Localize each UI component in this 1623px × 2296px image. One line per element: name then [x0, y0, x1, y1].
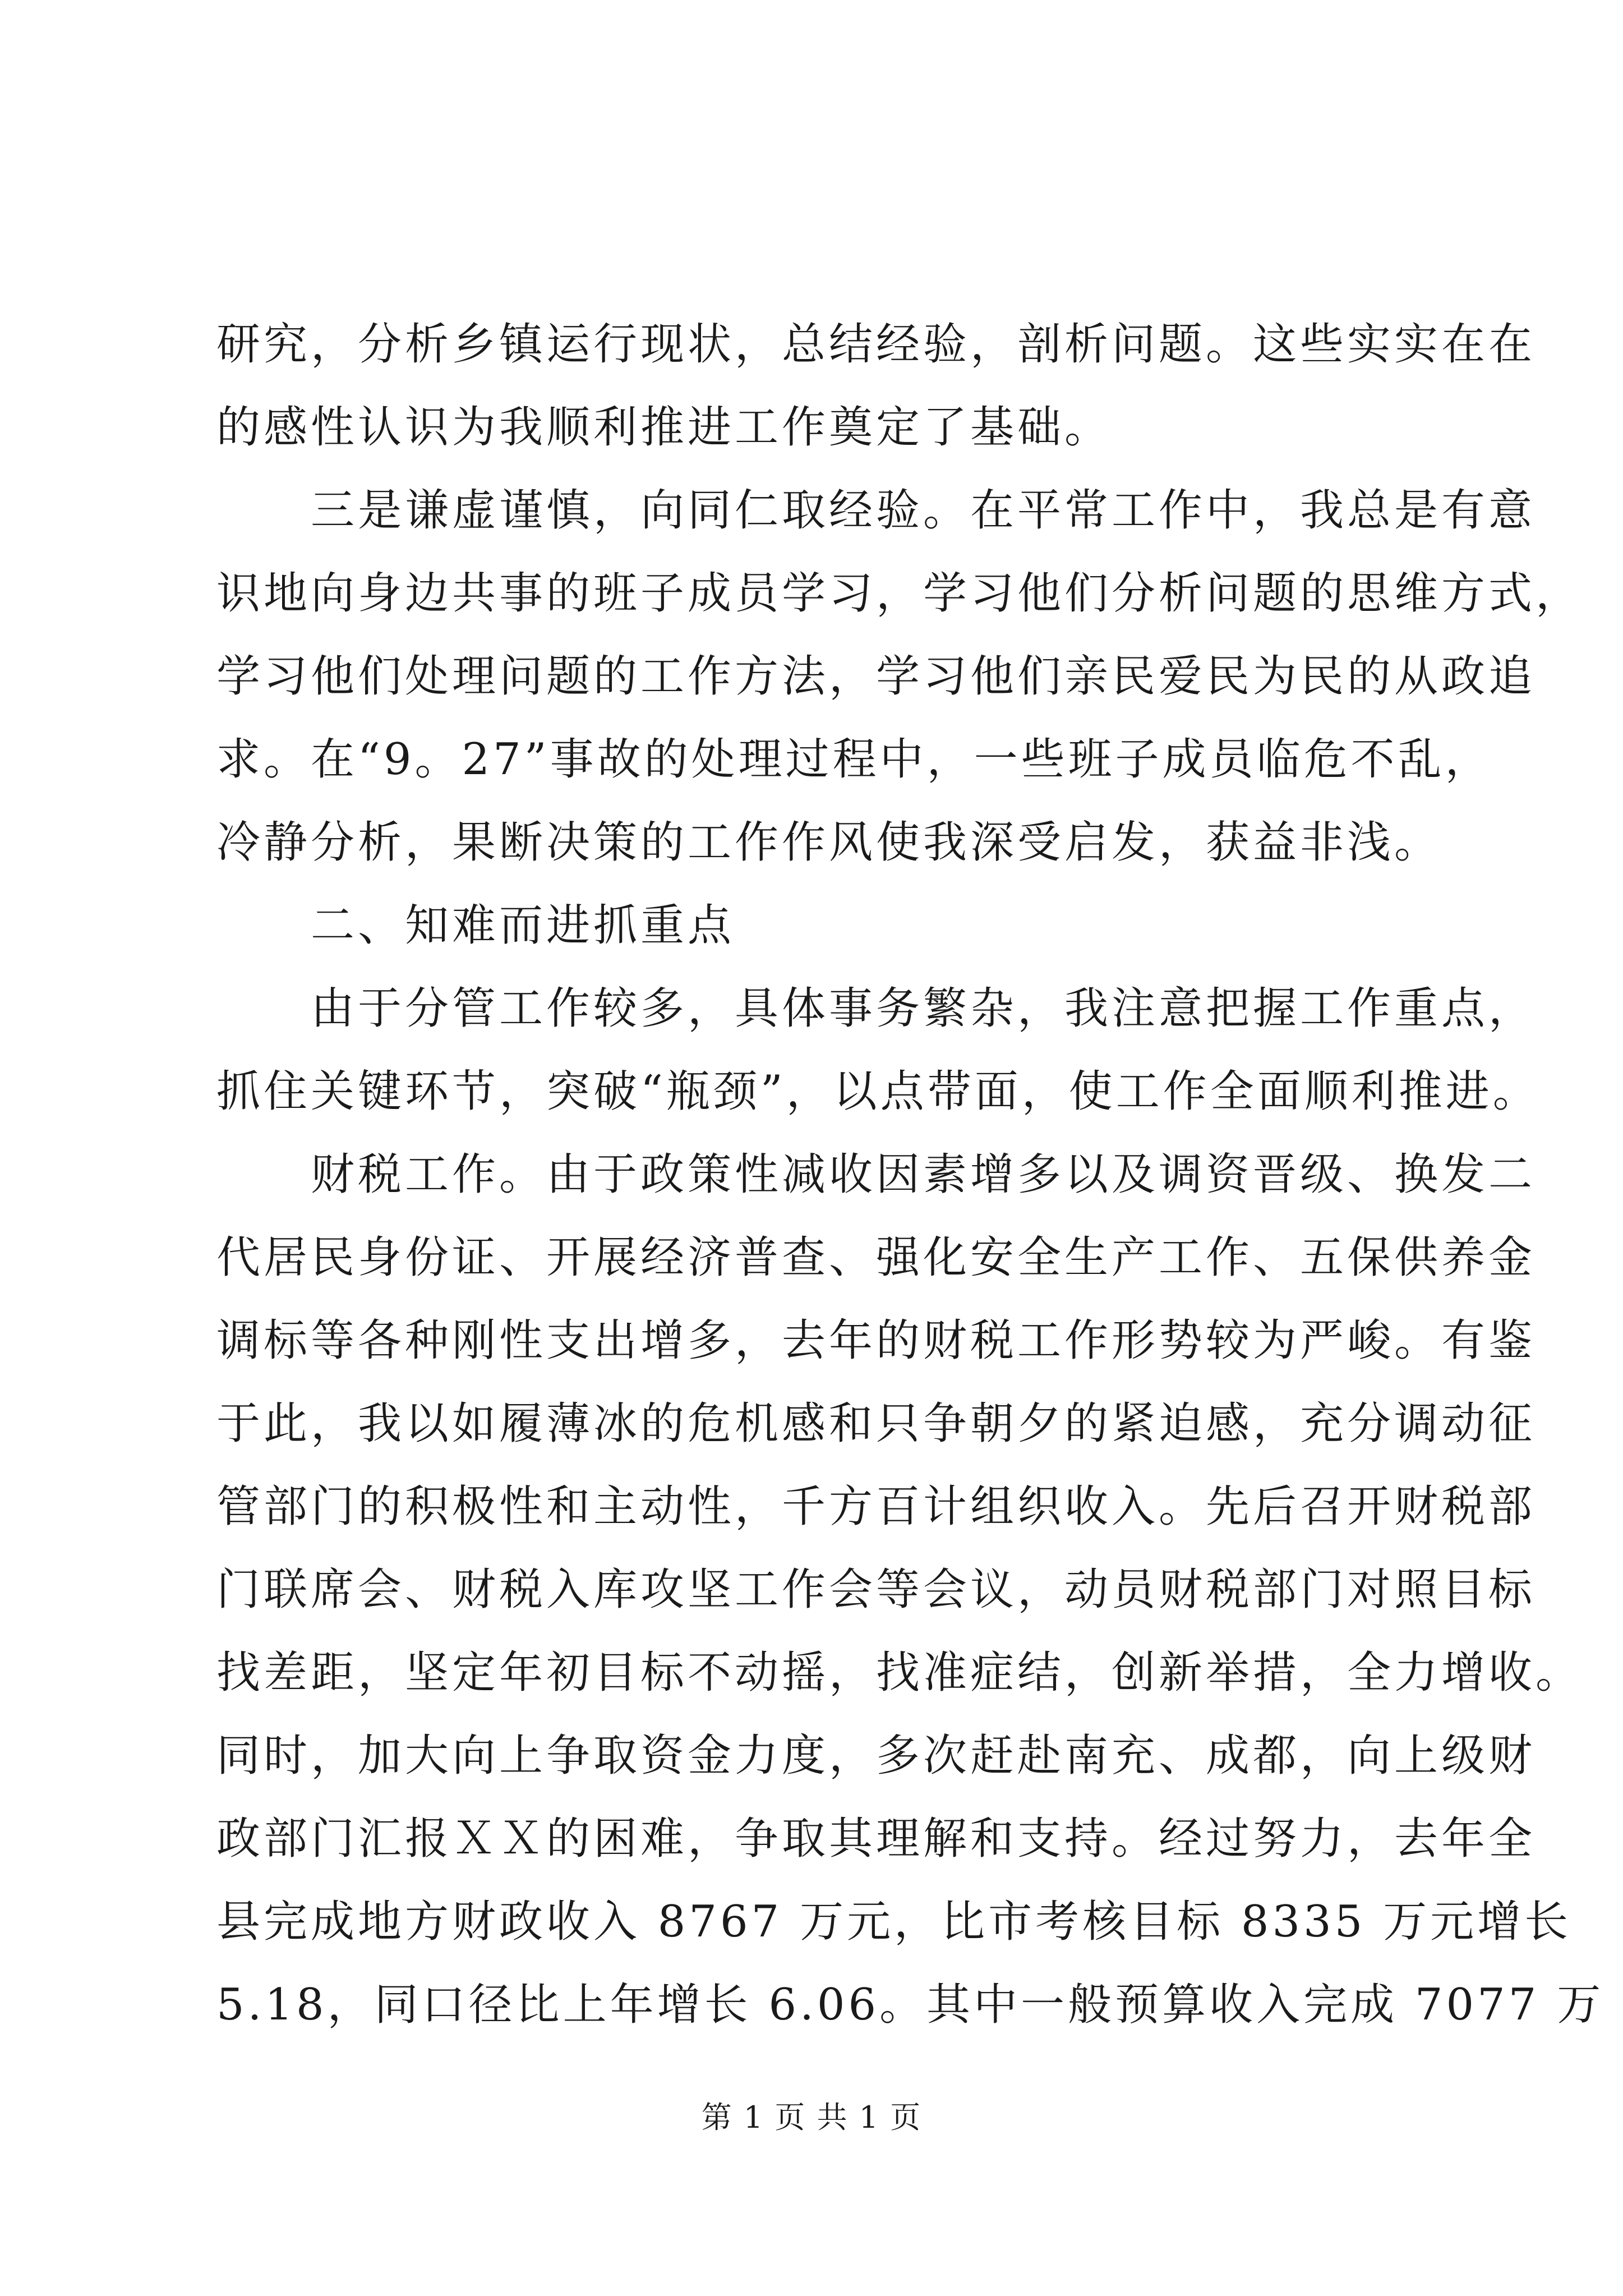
paragraph-start-line: 财税工作。由于政策性减收因素增多以及调资晋级、换发二	[311, 1149, 1536, 1200]
text-line: 学习他们处理问题的工作方法，学习他们亲民爱民为民的从政追	[216, 651, 1536, 702]
text-line: 识地向身边共事的班子成员学习，学习他们分析问题的思维方式，	[216, 568, 1583, 619]
text-line: 研究，分析乡镇运行现状，总结经验，剖析问题。这些实实在在	[216, 319, 1536, 370]
text-line: 门联席会、财税入库攻坚工作会等会议，动员财税部门对照目标	[216, 1565, 1536, 1615]
text-line: 政部门汇报ＸＸ的困难，争取其理解和支持。经过努力，去年全	[216, 1814, 1536, 1864]
body-text	[216, 303, 1604, 2046]
text-line: 同时，加大向上争取资金力度，多次赶赴南充、成都，向上级财	[216, 1731, 1536, 1781]
section-heading: 二、知难而进抓重点	[311, 900, 735, 951]
text-line: 冷静分析，果断决策的工作作风使我深受启发，获益非浅。	[216, 817, 1442, 868]
text-line: 县完成地方财政收入 8767 万元，比市考核目标 8335 万元增长	[216, 1897, 1572, 1947]
paragraph-start-line: 三是谦虚谨慎，向同仁取经验。在平常工作中，我总是有意	[311, 485, 1536, 536]
text-line: 抓住关键环节，突破“瓶颈”，以点带面，使工作全面顺利推进。	[216, 1066, 1540, 1117]
text-line: 调标等各种刚性支出增多，去年的财税工作形势较为严峻。有鉴	[216, 1315, 1536, 1366]
text-line: 找差距，坚定年初目标不动摇，找准症结，创新举措，全力增收。	[216, 1648, 1583, 1698]
text-line: 的感性认识为我顺利推进工作奠定了基础。	[216, 402, 1112, 453]
text-line: 于此，我以如履薄冰的危机感和只争朝夕的紧迫感，充分调动征	[216, 1398, 1536, 1449]
text-line: 求。在“9。27”事故的处理过程中，一些班子成员临危不乱，	[216, 734, 1492, 785]
text-line: 管部门的积极性和主动性，千方百计组织收入。先后召开财税部	[216, 1481, 1536, 1532]
paragraph-start-line: 由于分管工作较多，具体事务繁杂，我注意把握工作重点，	[311, 983, 1536, 1034]
page-number-footer: 第 1 页 共 1 页	[701, 2100, 922, 2135]
text-line: 5.18，同口径比上年增长 6.06。其中一般预算收入完成 7077 万	[216, 1980, 1604, 2030]
text-line: 代居民身份证、开展经济普查、强化安全生产工作、五保供养金	[216, 1232, 1536, 1283]
